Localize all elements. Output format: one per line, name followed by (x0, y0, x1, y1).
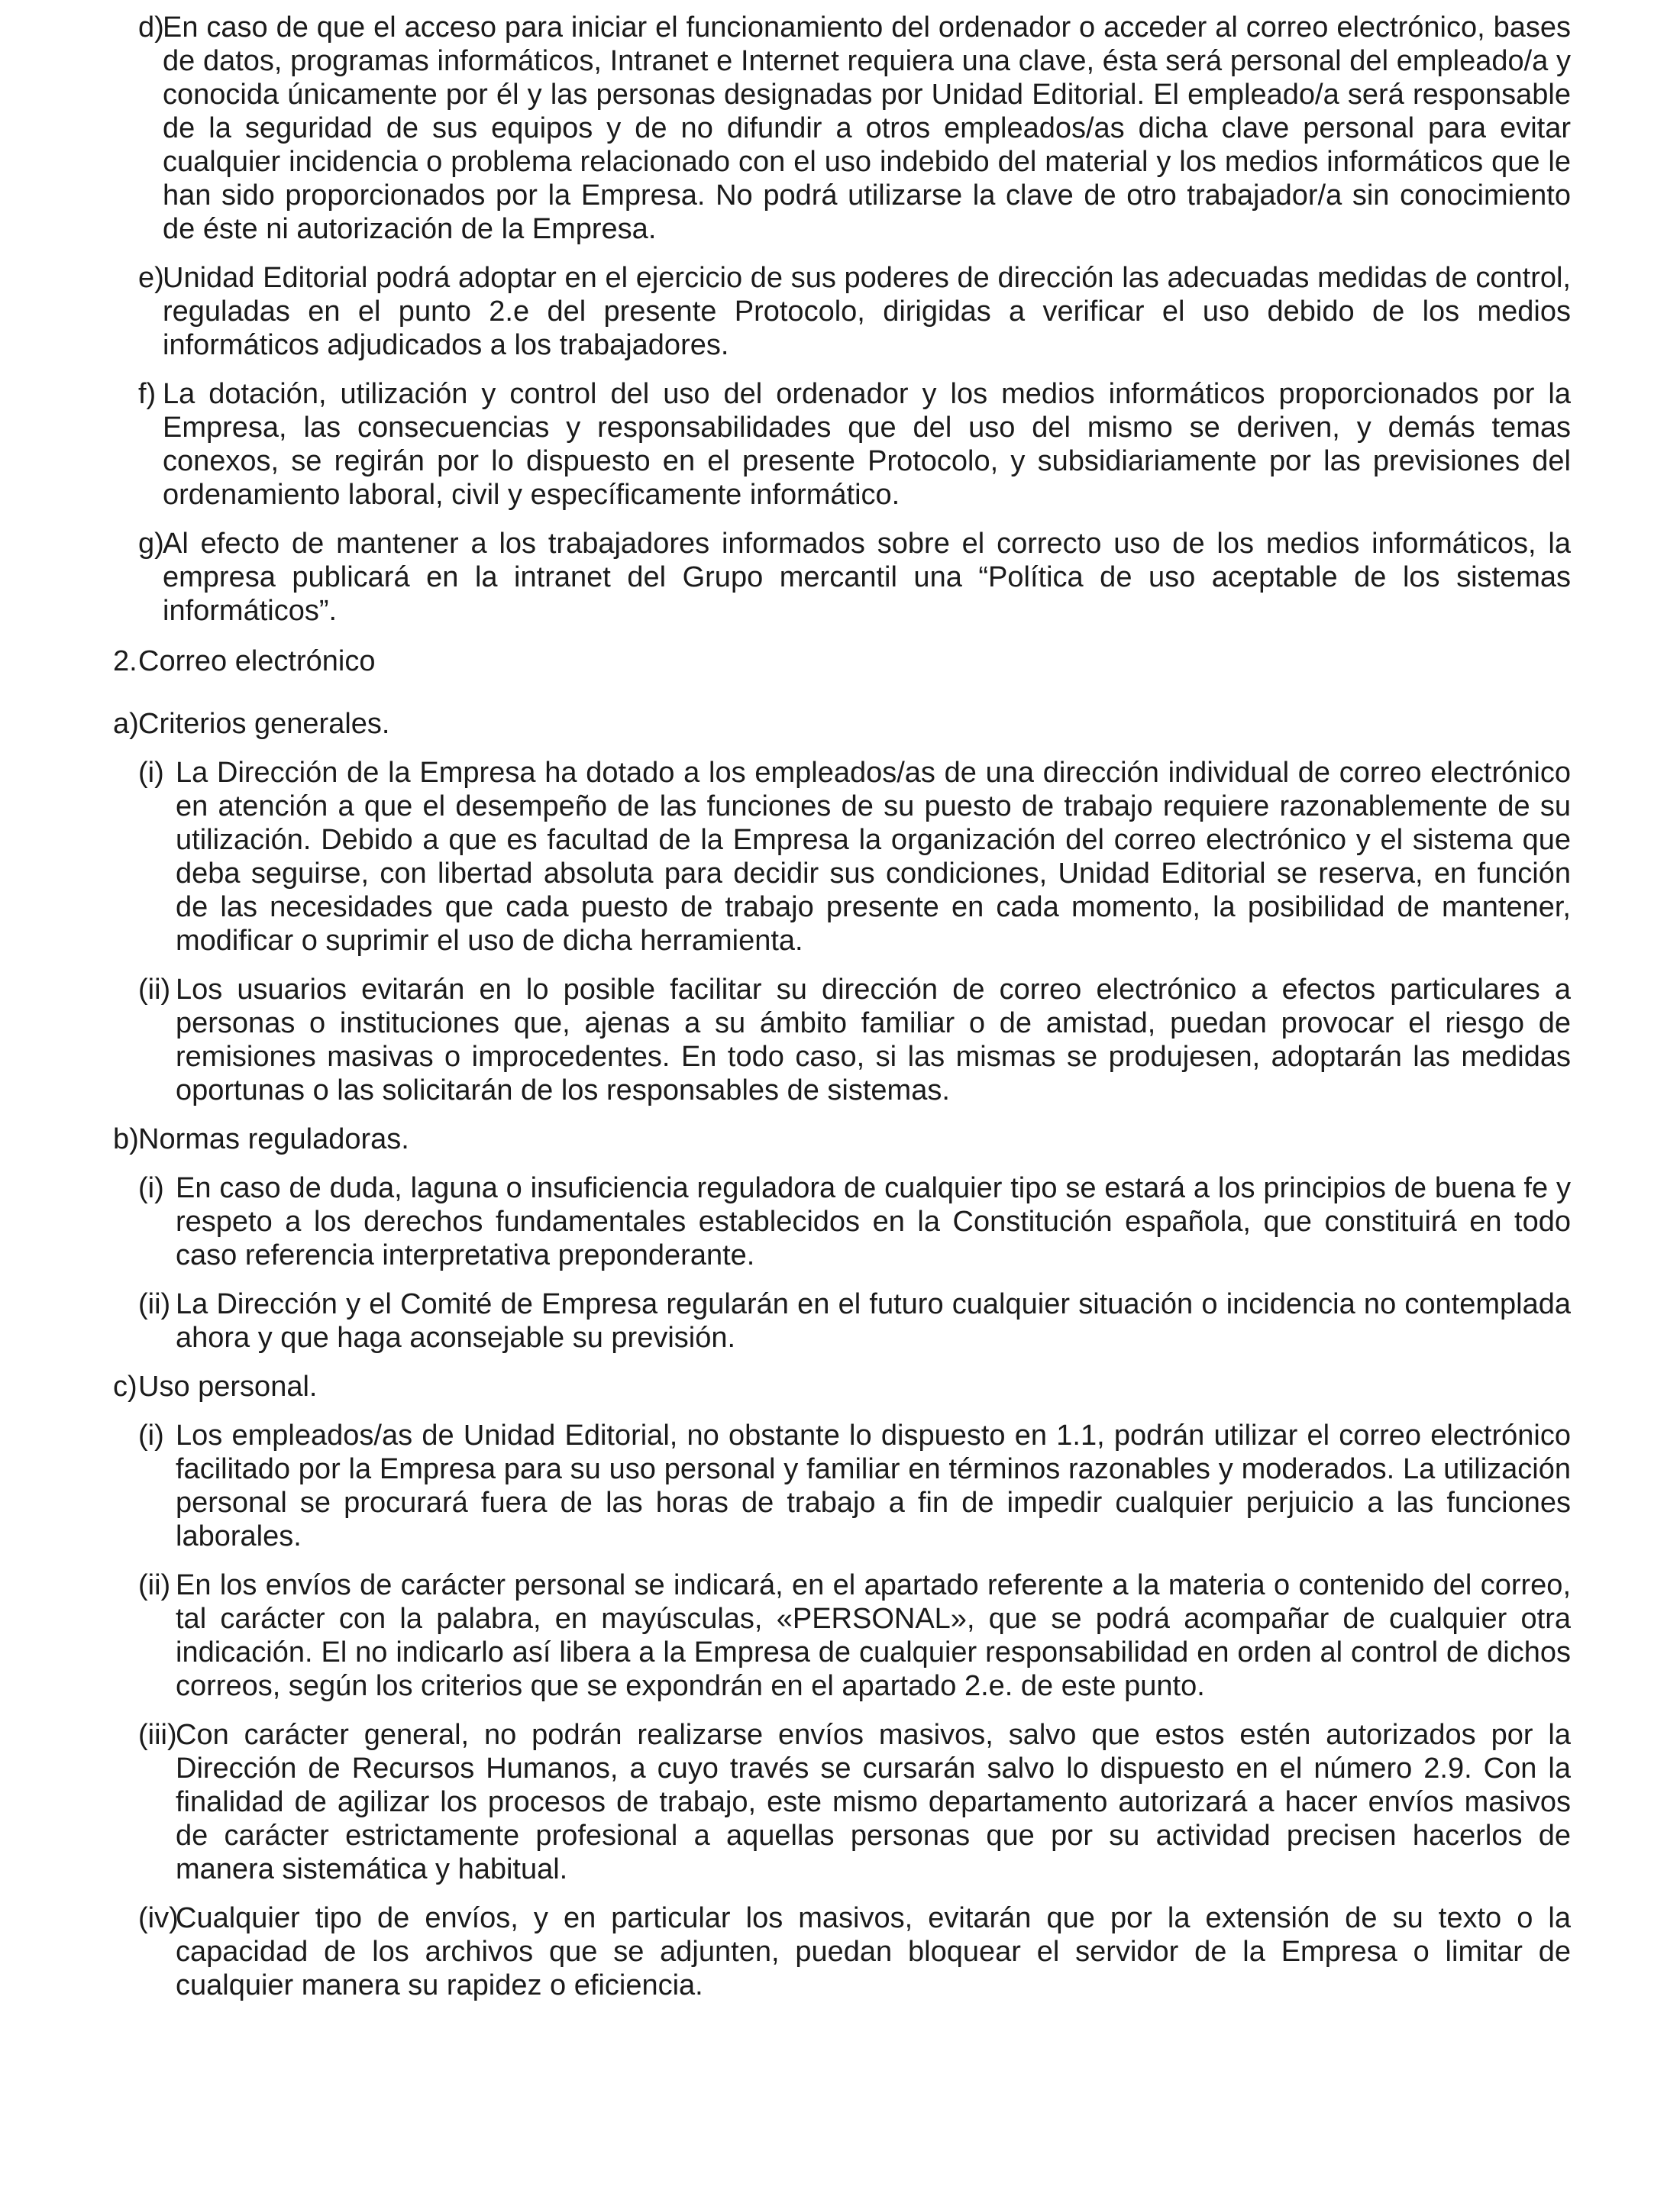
list-item-c-iii (0, 1718, 1571, 1886)
list-item-text: Al efecto de mantener a los trabajadores informados sobre el correcto uso de los medios informáticos, la empresa publicará en la intranet del Grupo mercantil una “Política de uso aceptable de los sistemas informáticos”. (163, 528, 1571, 627)
list-item-marker: e) (138, 262, 164, 294)
list-item-d (0, 11, 1571, 246)
list-item-text: Los usuarios evitarán en lo posible facilitar su dirección de correo electrónico a efectos particulares a personas o instituciones que, ajenas a su ámbito familiar o de amistad, puedan provocar el riesgo de remisiones masivas o improcedentes. En todo caso, si las mismas se produjesen, adoptarán las medidas oportunas o las solicitarán de los responsables de sistemas. (176, 974, 1571, 1106)
list-item-text: Cualquier tipo de envíos, y en particular los masivos, evitarán que por la extensión de su texto o la capacidad de los archivos que se adjunten, puedan bloquear el servidor de la Empresa o limitar de cualquier manera su rapidez o eficiencia. (176, 1902, 1571, 2001)
list-item-text: Los empleados/as de Unidad Editorial, no obstante lo dispuesto en 1.1, podrán utilizar el correo electrónico facilitado por la Empresa para su uso personal y familiar en términos razonables y moderados. La utilización personal se procurará fuera de las horas de trabajo a fin de impedir cualquier perjuicio a las funciones laborales. (176, 1420, 1571, 1552)
list-item-marker: (ii) (138, 1569, 171, 1601)
section-title: Correo electrónico (138, 645, 376, 677)
list-item-b-normas-reguladoras (0, 1123, 1571, 1156)
list-item-text: Normas reguladoras. (138, 1123, 409, 1155)
list-item-b-i (0, 1171, 1571, 1272)
list-item-marker: a) (113, 708, 139, 740)
list-item-a-ii (0, 973, 1571, 1107)
list-item-f (0, 377, 1571, 512)
list-item-c-uso-personal (0, 1370, 1571, 1404)
list-item-text: Criterios generales. (138, 708, 390, 740)
list-item-text: La Dirección y el Comité de Empresa regularán en el futuro cualquier situación o incidencia no contemplada ahora y que haga aconsejable su previsión. (176, 1288, 1571, 1354)
list-item-text: Uso personal. (138, 1371, 318, 1403)
list-item-e (0, 261, 1571, 362)
list-item-text: En los envíos de carácter personal se indicará, en el apartado referente a la materia o contenido del correo, tal carácter con la palabra, en mayúsculas, «PERSONAL», que se podrá acompañar de cualquier otra indicación. El no indicarlo así libera a la Empresa de cualquier responsabilidad en orden al control de dichos correos, según los criterios que se expondrán en el apartado 2.e. de este punto. (176, 1569, 1571, 1702)
list-item-g (0, 527, 1571, 628)
section-number: 2. (113, 645, 137, 677)
list-item-marker: (i) (138, 757, 164, 789)
list-item-marker: (i) (138, 1420, 164, 1452)
list-item-marker: d) (138, 11, 164, 44)
list-item-c-ii (0, 1568, 1571, 1703)
list-item-marker: (iv) (138, 1902, 179, 1934)
section-heading-correo-electronico (0, 644, 1571, 678)
list-item-b-ii (0, 1287, 1571, 1355)
list-item-text: Unidad Editorial podrá adoptar en el ejercicio de sus poderes de dirección las adecuadas medidas de control, reguladas en el punto 2.e del presente Protocolo, dirigidas a verificar el uso debido de los medios informáticos adjudicados a los trabajadores. (163, 262, 1571, 361)
list-item-marker: (iii) (138, 1719, 177, 1751)
list-item-marker: (ii) (138, 1288, 171, 1320)
list-item-text: En caso de que el acceso para iniciar el funcionamiento del ordenador o acceder al correo electrónico, bases de datos, programas informáticos, Intranet e Internet requiera una clave, ésta será personal del empleado/a y conocida únicamente por él y las personas designadas por Unidad Editorial. El empleado/a será responsable de la seguridad de sus equipos y de no difundir a otros empleados/as dicha clave personal para evitar cualquier incidencia o problema relacionado con el uso indebido del material y los medios informáticos que le han sido proporcionados por la Empresa. No podrá utilizarse la clave de otro trabajador/a sin conocimiento de éste ni autorización de la Empresa. (163, 11, 1571, 245)
list-item-c-i (0, 1419, 1571, 1553)
list-item-marker: (i) (138, 1172, 164, 1204)
list-item-a-criterios-generales (0, 707, 1571, 741)
list-item-marker: c) (113, 1371, 137, 1403)
list-item-a-i (0, 756, 1571, 958)
list-item-text: En caso de duda, laguna o insuficiencia reguladora de cualquier tipo se estará a los principios de buena fe y respeto a los derechos fundamentales establecidos en la Constitución española, que constituirá en todo caso referencia interpretativa preponderante. (176, 1172, 1571, 1271)
list-item-c-iv (0, 1901, 1571, 2002)
list-item-marker: f) (138, 378, 157, 410)
list-item-marker: g) (138, 528, 164, 560)
list-item-text: La dotación, utilización y control del uso del ordenador y los medios informáticos proporcionados por la Empresa, las consecuencias y responsabilidades que del uso del mismo se deriven, y demás temas conexos, se regirán por lo dispuesto en el presente Protocolo, y subsidiariamente por las previsiones del ordenamiento laboral, civil y específicamente informático. (163, 378, 1571, 511)
list-item-text: Con carácter general, no podrán realizarse envíos masivos, salvo que estos estén autorizados por la Dirección de Recursos Humanos, a cuyo través se cursarán salvo lo dispuesto en el número 2.9. Con la finalidad de agilizar los procesos de trabajo, este mismo departamento autorizará a hacer envíos masivos de carácter estrictamente profesional a aquellas personas que por su actividad precisen hacerlos de manera sistemática y habitual. (176, 1719, 1571, 1885)
list-item-text: La Dirección de la Empresa ha dotado a los empleados/as de una dirección individual de correo electrónico en atención a que el desempeño de las funciones de su puesto de trabajo requiere razonablemente de su utilización. Debido a que es facultad de la Empresa la organización del correo electrónico y el sistema que deba seguirse, con libertad absoluta para decidir sus condiciones, Unidad Editorial se reserva, en función de las necesidades que cada puesto de trabajo presente en cada momento, la posibilidad de mantener, modificar o suprimir el uso de dicha herramienta. (176, 757, 1571, 957)
list-item-marker: b) (113, 1123, 139, 1155)
list-item-marker: (ii) (138, 974, 171, 1006)
